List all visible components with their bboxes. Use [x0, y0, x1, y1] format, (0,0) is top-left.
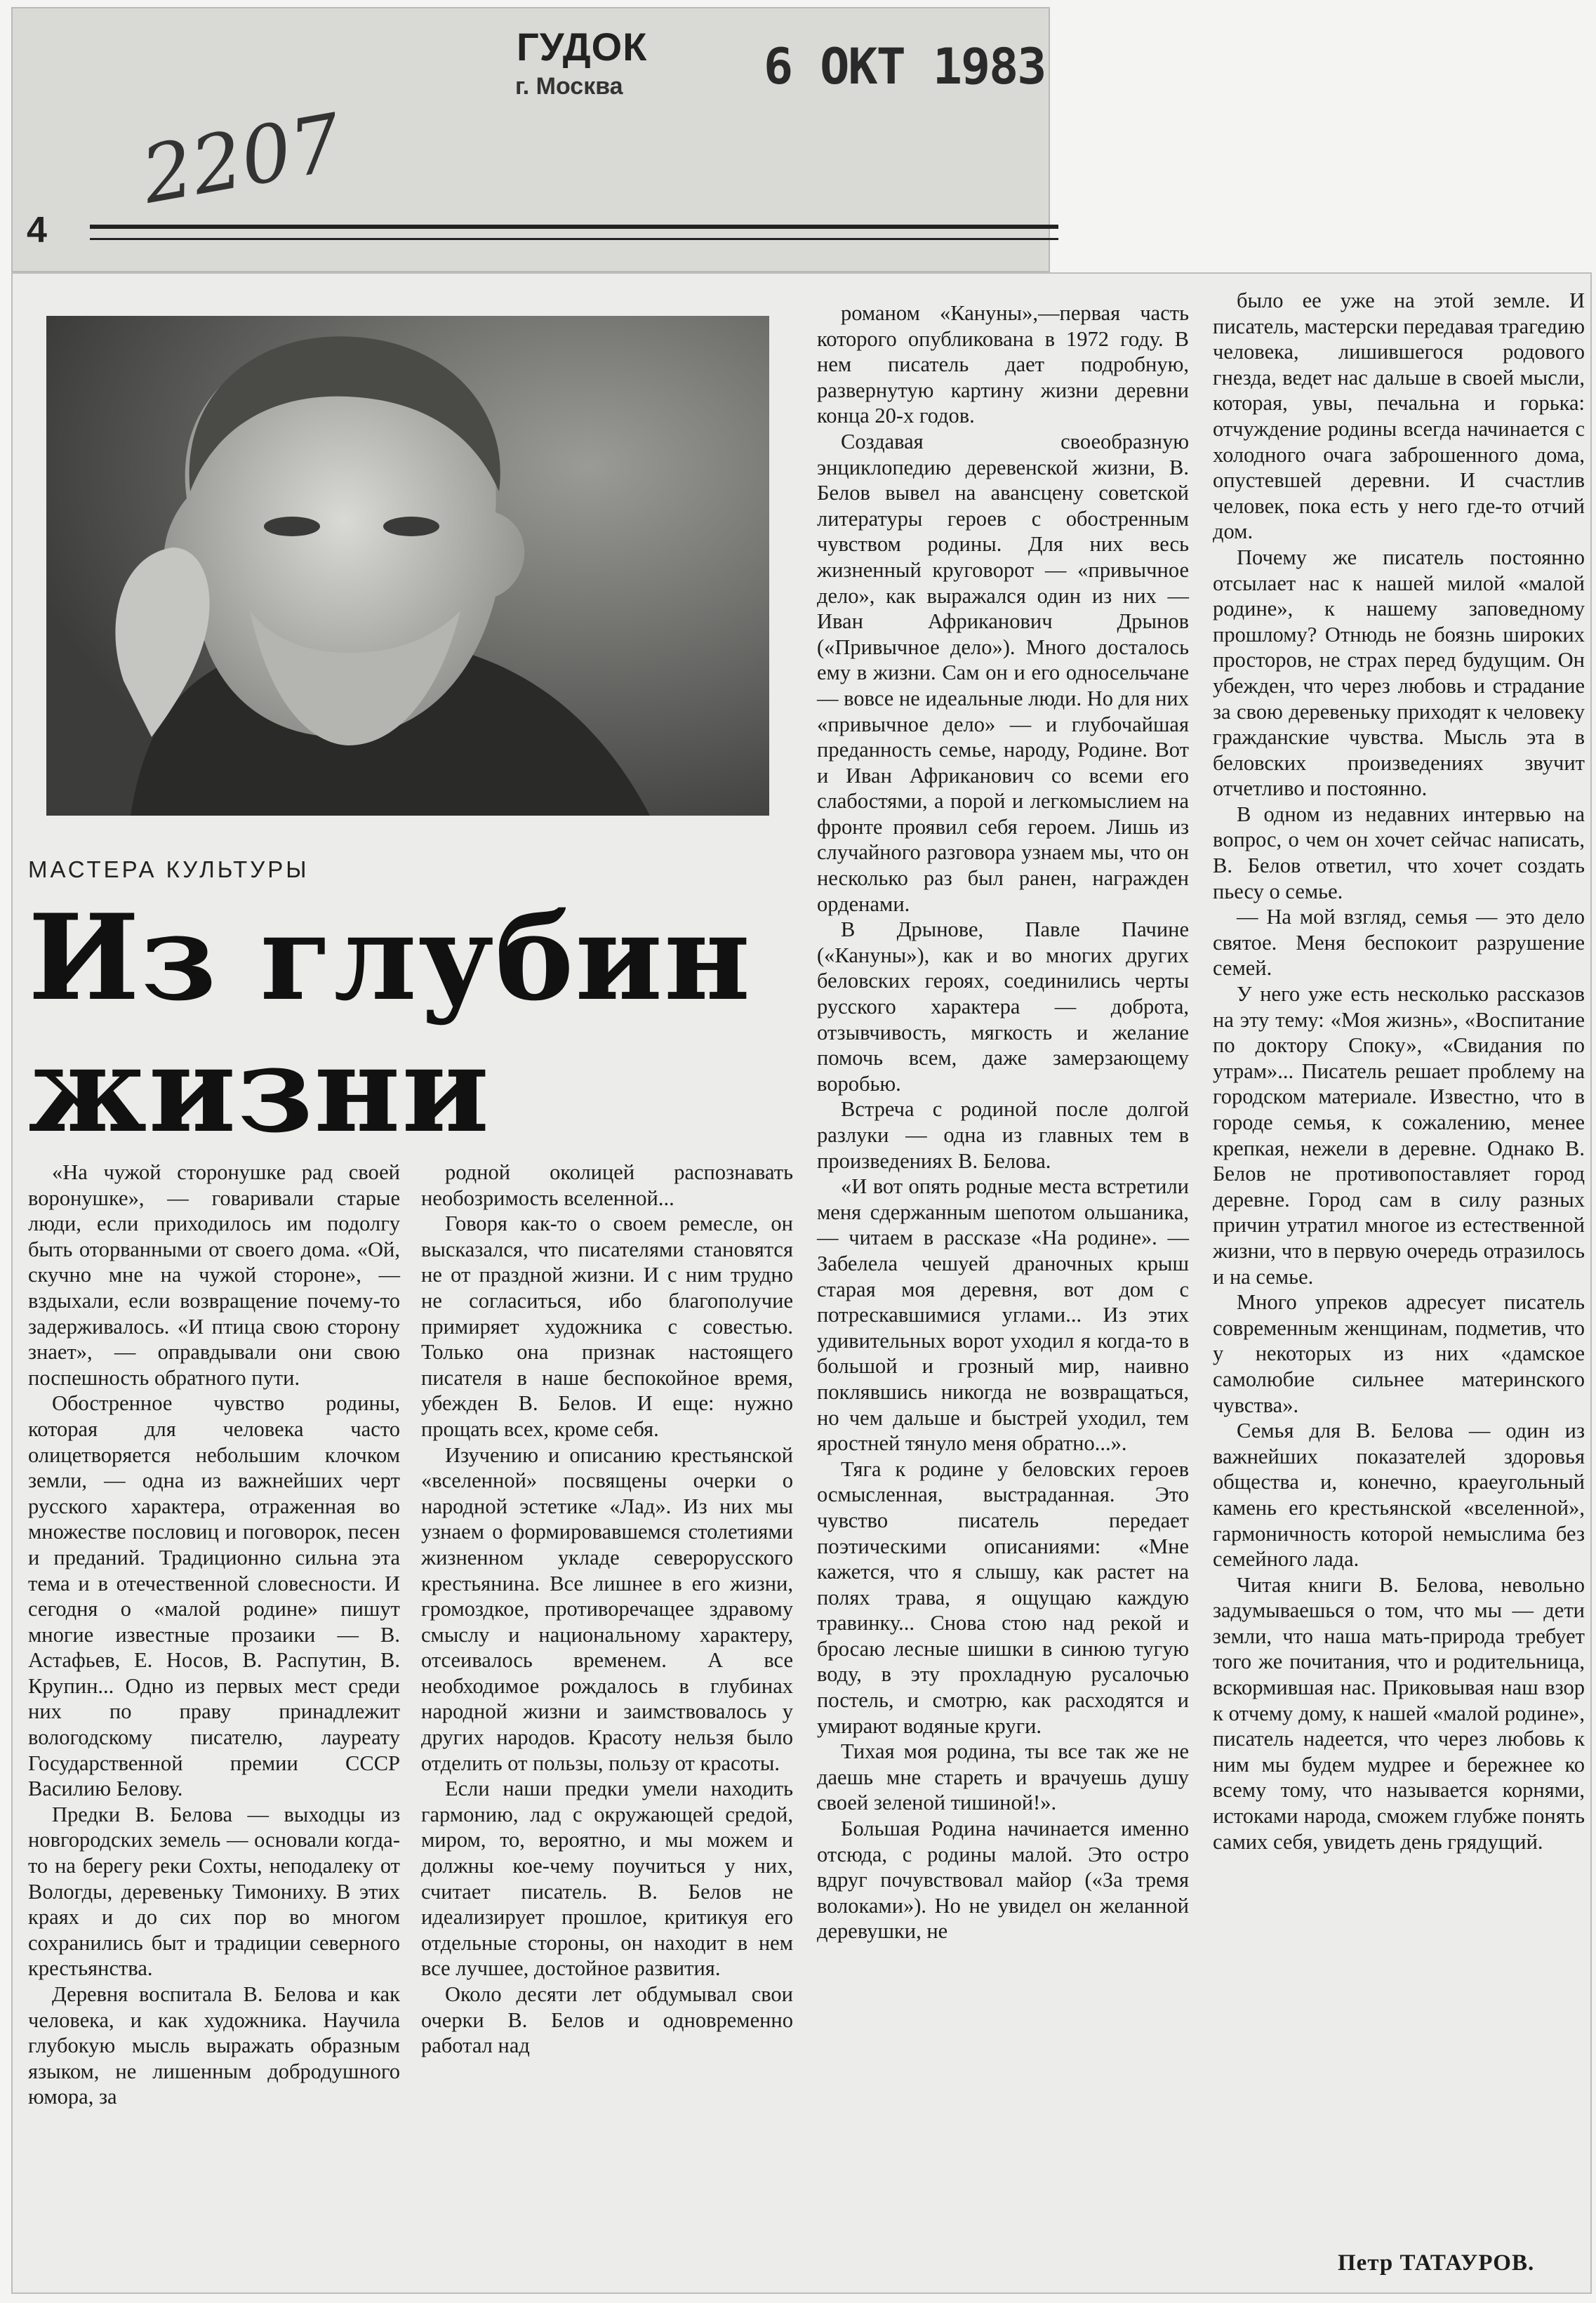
portrait-image [46, 316, 769, 816]
paragraph: Если наши предки умели находить гармонию, лад с окружающей средой, миром, то, вероятно, и мы можем и должны кое-чему поучиться у них, считает писатель. В. Белов не идеализирует прошлое, критикуя его отдельные стороны, он находит в нем все лучшее, достойное развития. [421, 1777, 793, 1981]
paragraph: Почему же писатель постоянно отсылает нас к нашей милой «малой родине», к нашему заповедному прошлому? Отнюдь не боязнь широких просторов, не страх перед будущим. Он убежден, что через любовь и страдание за свою деревеньку приходят к человеку гражданские чувства. Мысль эта в беловских произведениях звучит отчетливо и постоянно. [1213, 545, 1585, 801]
paragraph: Читая книги В. Белова, невольно задумываешься о том, что мы — дети земли, что наша мать-природа требует того же почитания, что и родительница, вскормившая нас. Приковывая наш взор к отчему дому, к нашей «малой родине», писатель надеется, что через любовь к ним мы будем мудрее и бережнее ко всему тому, что называется корнями, истоками народа, сможем глубже понять самих себя, увидеть день грядущий. [1213, 1572, 1585, 1854]
paragraph: Изучению и описанию крестьянской «вселенной» посвящены очерки о народной эстетике «Лад». Из них мы узнаем о формировавшемся столетиями жизненном укладе северорусского крестьянина. Все лишнее в его жизни, громоздкое, противоречащее здравому смыслу и национальному характеру, отсеивалось временем. А все необходимое рождалось в глубинах народной жизни и заимствовалось у других народов. Красоту нельзя было отделить от пользы, пользу от красоты. [421, 1442, 793, 1775]
paragraph: Предки В. Белова — выходцы из новгородских земель — основали когда-то на берегу реки Сохты, неподалеку от Вологды, деревеньку Тимониху. В этих краях и до сих пор во многом сохранились быт и традиции северного крестьянства. [28, 1802, 400, 1981]
paragraph: У него уже есть несколько рассказов на эту тему: «Моя жизнь», «Воспитание по доктору Споку», «Свидания по утрам»... Писатель решает проблему на городском материале. Известно, что в городе семья, к сожалению, менее крепкая, нежели в деревне. Однако В. Белов не противопоставляет город деревне. Город сам в силу разных причин утратил многое из естественной жизни, что в первую очередь отразилось и на семье. [1213, 982, 1585, 1289]
paragraph: Большая Родина начинается именно отсюда, с родины малой. Это остро вдруг почувствовал майор («За тремя волоками»). Но не увидел он желанной деревушки, не [817, 1817, 1189, 1944]
paragraph: — На мой взгляд, семья — это дело святое. Меня беспокоит разрушение семей. [1213, 905, 1585, 981]
article-clipping [11, 272, 1592, 2294]
newspaper-name: ГУДОК [517, 25, 648, 69]
paragraph: Говоря как-то о своем ремесле, он высказался, что писателями становятся не от праздной жизни. И с ним трудно не согласиться, ибо благополучие примиряет художника с совестью. Только она признак настоящего писателя в наше беспокойное время, убежден В. Белов. И еще: нужно прощать всех, кроме себя. [421, 1212, 793, 1441]
page-number: 4 [27, 210, 47, 251]
article-rubric: МАСТЕРА КУЛЬТУРЫ [28, 856, 310, 882]
paragraph: «И вот опять родные места встретили меня сдержанным шепотом ольшаника, — читаем в рассказе «На родине». — Забелела чешуей драночных крыш старая моя деревня, вот дом с потрескавшимися углами... Из этих удивительных ворот уходил я когда-то в большой и грозный мир, наивно поклявшись никогда не возвращаться, но чем дальше и быстрей уходил, тем яростней тянуло меня обратно...». [817, 1174, 1189, 1456]
header-rule [90, 225, 1058, 240]
paragraph: Семья для В. Белова — один из важнейших показателей здоровья общества и, конечно, краеугольный камень его крестьянской «вселенной», гармоничность которой немыслима без семейного лада. [1213, 1419, 1585, 1572]
paragraph: Обостренное чувство родины, которая для человека часто олицетворяется небольшим клочком земли, — одна из важнейших черт русского характера, отраженная во множестве пословиц и поговорок, песен и преданий. Традиционно сильна эта тема и в отечественной словесности. И сегодня о «малой родине» пишут многие известные прозаики — В. Астафьев, Е. Носов, В. Распутин, В. Крупин... Одно из первых мест среди них по праву принадлежит вологодскому писателю, лауреату Государственной премии СССР Василию Белову. [28, 1391, 400, 1801]
text-column-3 [817, 300, 1189, 1944]
text-column-1 [28, 1160, 400, 2110]
paragraph: «На чужой сторонушке рад своей воронушке», — говаривали старые люди, если приходилось им подолгу быть оторванными от своего дома. «Ой, скучно мне на чужой стороне», — вздыхали, если возвращение почему-то задерживалось. «И птица свою сторону знает», — оправдывали они свою поспешность обратного пути. [28, 1160, 400, 1390]
article-headline: Из глубин жизни [28, 888, 752, 1159]
paragraph: Много упреков адресует писатель современным женщинам, подметив, что у некоторых из них «дамское самолюбие сильнее материнского чувства». [1213, 1290, 1585, 1417]
paragraph: Тихая моя родина, ты все так же не даешь мне стареть и врачуешь душу своей зеленой тишиной!». [817, 1739, 1189, 1815]
paragraph: Тяга к родине у беловских героев осмысленная, выстраданная. Это чувство писатель передает поэтическими описаниями: «Мне кажется, что я слышу, как растет на полях трава, я ощущаю каждую травинку... Снова стою над рекой и бросаю лесные шишки в синюю тугую воду, в эту прохладную русалочью постель, и смотрю, как расходятся и умирают водяные круги. [817, 1456, 1189, 1738]
newspaper-city: г. Москва [515, 73, 623, 100]
handwritten-archive-number: 2207 [135, 97, 349, 222]
paragraph: было ее уже на этой земле. И писатель, мастерски передавая трагедию человека, лишившегося родового гнезда, ведет нас дальше в своей мысли, которая, увы, печальна и горька: отчуждение родины всегда начинается с холодного очага заброшенного дома, опустевшей деревни. И счастлив человек, пока есть у него где-то отчий дом. [1213, 288, 1585, 544]
paragraph: Встреча с родиной после долгой разлуки — одна из главных тем в произведениях В. Белова. [817, 1097, 1189, 1173]
paragraph: В Дрынове, Павле Пачине («Кануны»), как и во многих других беловских героях, соединились черты русского характера — доброта, отзывчивость, мягкость и желание помочь всем, даже замерзающему воробью. [817, 917, 1189, 1096]
paragraph: В одном из недавних интервью на вопрос, о чем он хочет сейчас написать, В. Белов ответил, что хочет создать пьесу о семье. [1213, 802, 1585, 903]
paragraph: Деревня воспитала В. Белова и как человека, и как художника. Научила глубокую мысль выражать образным языком, не лишенным добродушного юмора, за [28, 1982, 400, 2109]
article-author: Петр ТАТАУРОВ. [1338, 2250, 1535, 2276]
text-column-2 [421, 1160, 793, 2059]
paragraph: Около десяти лет обдумывал свои очерки В. Белов и одновременно работал над [421, 1982, 793, 2058]
paragraph: родной околицей распознавать необозримость вселенной... [421, 1160, 793, 1210]
paragraph: романом «Кануны»,—первая часть которого опубликована в 1972 году. В нем писатель дает подробную, развернутую картину жизни деревни конца 20-х годов. [817, 301, 1189, 428]
text-column-4 [1213, 288, 1585, 1854]
date-stamp: 6 ОКТ 1983 [764, 38, 1046, 95]
paragraph: Создавая своеобразную энциклопедию деревенской жизни, В. Белов вывел на авансцену советской литературы героев с обостренным чувством родины. Для них весь жизненный круговорот — «привычное дело», как выражался один из них — Иван Африканович Дрынов («Привычное дело»). Много досталось ему в жизни. Сам он и его односельчане — вовсе не идеальные люди. Но для них «привычное дело» — и глубочайшая преданность семье, народу, Родине. Вот и Иван Африканович со всеми его слабостями, а порой и легкомыслием на фронте проявил себя героем. Лишь из случайного разговора узнаем мы, что он несколько раз был ранен, награжден орденами. [817, 429, 1189, 916]
author-portrait-photo [46, 316, 769, 816]
header-clipping [11, 7, 1050, 272]
